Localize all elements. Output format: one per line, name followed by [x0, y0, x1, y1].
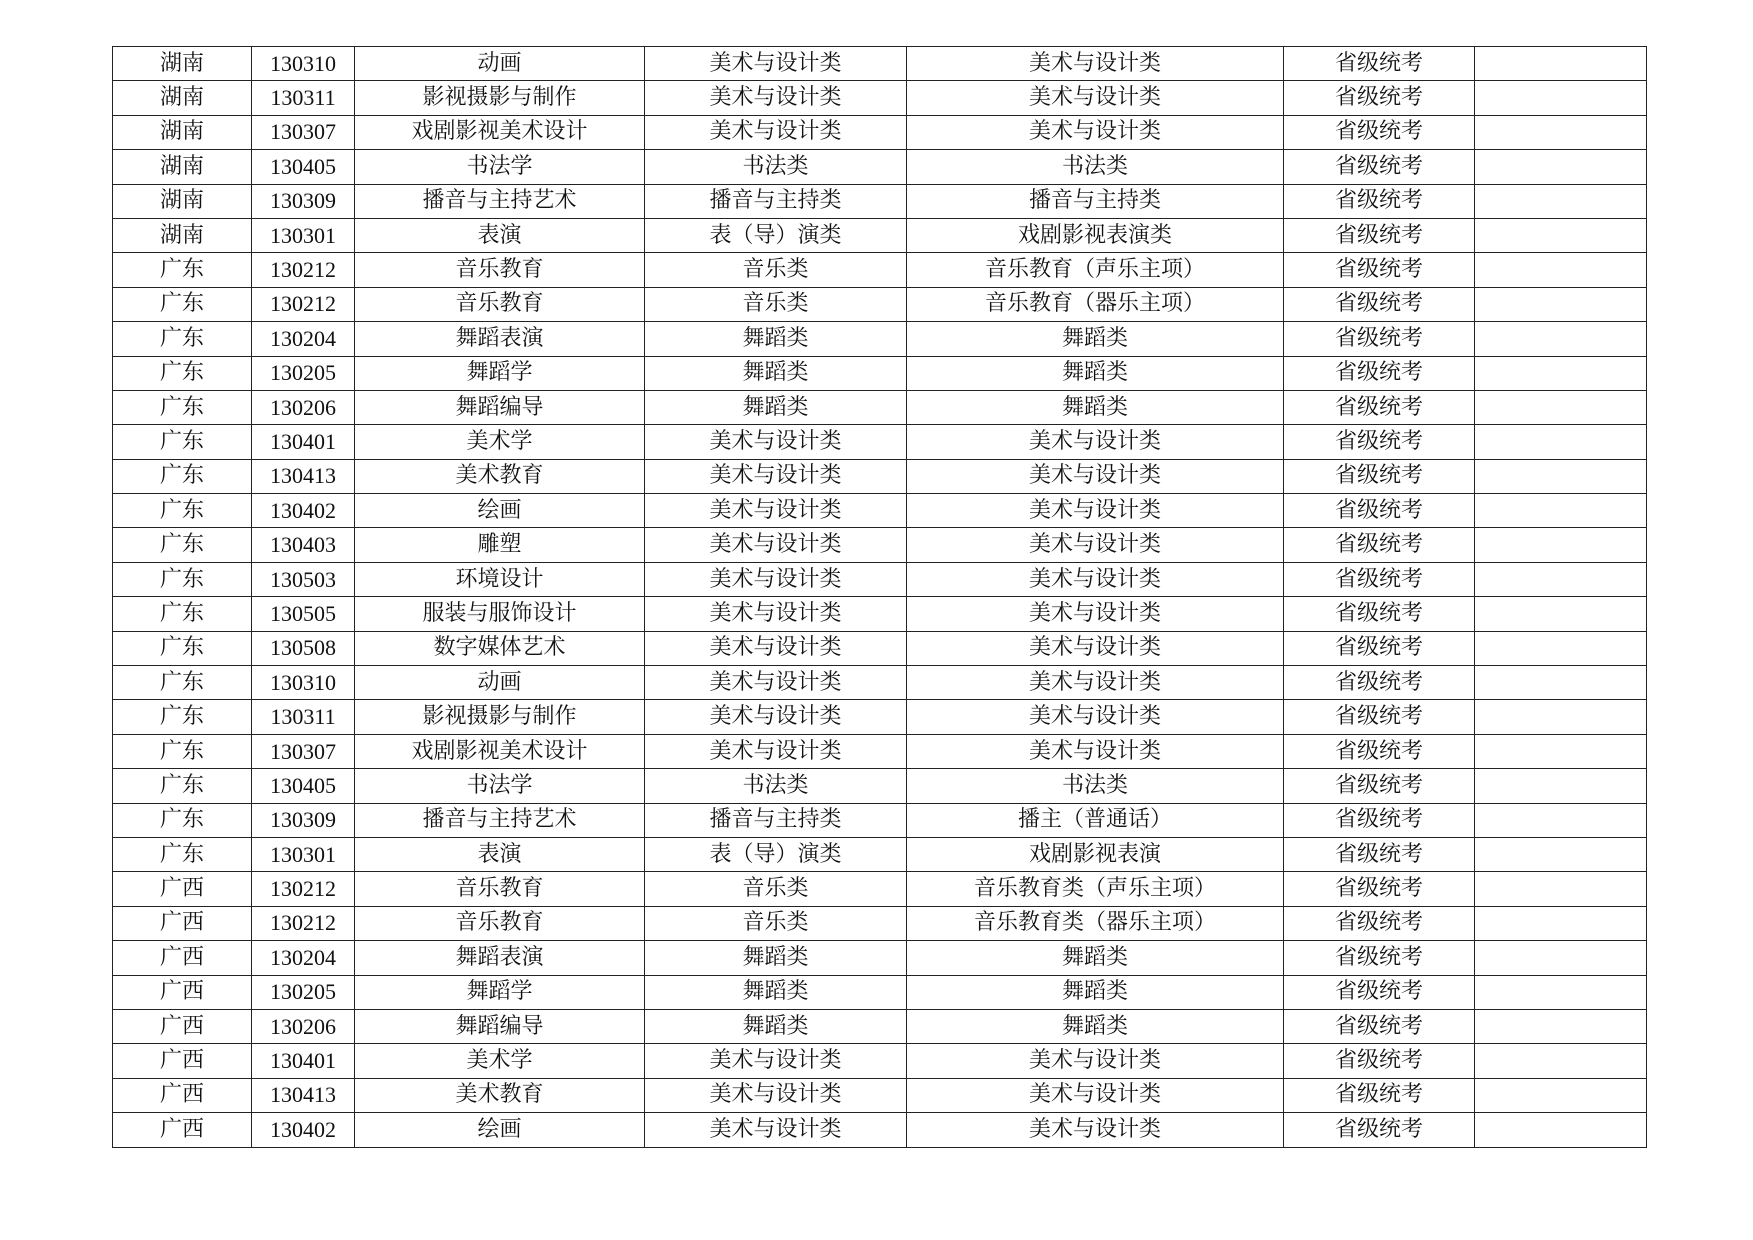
province-cell: 广东	[113, 322, 252, 356]
major-code-cell: 130206	[252, 1009, 355, 1043]
exam-subcategory-cell: 美术与设计类	[907, 115, 1284, 149]
major-code-cell: 130212	[252, 253, 355, 287]
exam-type-cell: 省级统考	[1284, 218, 1475, 252]
exam-subcategory-cell: 美术与设计类	[907, 81, 1284, 115]
remarks-cell	[1475, 459, 1647, 493]
major-code-cell: 130405	[252, 150, 355, 184]
major-name-cell: 播音与主持艺术	[355, 803, 645, 837]
remarks-cell	[1475, 1044, 1647, 1078]
exam-category-cell: 音乐类	[645, 253, 907, 287]
remarks-cell	[1475, 390, 1647, 424]
exam-subcategory-cell: 舞蹈类	[907, 941, 1284, 975]
exam-type-cell: 省级统考	[1284, 356, 1475, 390]
table-row	[113, 837, 1647, 871]
major-code-cell: 130212	[252, 872, 355, 906]
exam-subcategory-cell: 戏剧影视表演类	[907, 218, 1284, 252]
exam-subcategory-cell: 舞蹈类	[907, 1009, 1284, 1043]
remarks-cell	[1475, 906, 1647, 940]
exam-category-cell: 舞蹈类	[645, 322, 907, 356]
major-code-cell: 130401	[252, 425, 355, 459]
remarks-cell	[1475, 734, 1647, 768]
province-cell: 广西	[113, 906, 252, 940]
remarks-cell	[1475, 872, 1647, 906]
exam-subcategory-cell: 书法类	[907, 150, 1284, 184]
exam-subcategory-cell: 美术与设计类	[907, 562, 1284, 596]
table-row	[113, 1113, 1647, 1147]
major-code-cell: 130309	[252, 184, 355, 218]
table-row	[113, 218, 1647, 252]
major-name-cell: 舞蹈编导	[355, 1009, 645, 1043]
exam-subcategory-cell: 戏剧影视表演	[907, 837, 1284, 871]
exam-subcategory-cell: 美术与设计类	[907, 666, 1284, 700]
major-name-cell: 音乐教育	[355, 872, 645, 906]
province-cell: 广东	[113, 666, 252, 700]
table-row	[113, 115, 1647, 149]
exam-subcategory-cell: 美术与设计类	[907, 494, 1284, 528]
exam-category-cell: 美术与设计类	[645, 734, 907, 768]
exam-category-cell: 美术与设计类	[645, 631, 907, 665]
remarks-cell	[1475, 218, 1647, 252]
major-code-cell: 130311	[252, 700, 355, 734]
table-row	[113, 1044, 1647, 1078]
major-code-cell: 130307	[252, 115, 355, 149]
exam-subcategory-cell: 音乐教育类（器乐主项）	[907, 906, 1284, 940]
major-code-cell: 130311	[252, 81, 355, 115]
province-cell: 广西	[113, 1113, 252, 1147]
remarks-cell	[1475, 1113, 1647, 1147]
province-cell: 广西	[113, 975, 252, 1009]
remarks-cell	[1475, 494, 1647, 528]
exam-type-cell: 省级统考	[1284, 1078, 1475, 1112]
province-cell: 广东	[113, 700, 252, 734]
province-cell: 湖南	[113, 47, 252, 81]
exam-type-cell: 省级统考	[1284, 47, 1475, 81]
remarks-cell	[1475, 1078, 1647, 1112]
major-code-cell: 130503	[252, 562, 355, 596]
table-row	[113, 769, 1647, 803]
province-cell: 广东	[113, 631, 252, 665]
major-code-cell: 130204	[252, 941, 355, 975]
province-cell: 广东	[113, 356, 252, 390]
exam-category-cell: 美术与设计类	[645, 666, 907, 700]
major-name-cell: 戏剧影视美术设计	[355, 115, 645, 149]
exam-subcategory-cell: 美术与设计类	[907, 597, 1284, 631]
table-row	[113, 459, 1647, 493]
enrollment-table	[112, 46, 1647, 1148]
table-row	[113, 150, 1647, 184]
exam-subcategory-cell: 美术与设计类	[907, 700, 1284, 734]
exam-category-cell: 美术与设计类	[645, 425, 907, 459]
exam-category-cell: 美术与设计类	[645, 700, 907, 734]
exam-type-cell: 省级统考	[1284, 734, 1475, 768]
exam-subcategory-cell: 音乐教育（器乐主项）	[907, 287, 1284, 321]
province-cell: 湖南	[113, 81, 252, 115]
table-row	[113, 631, 1647, 665]
major-name-cell: 舞蹈学	[355, 975, 645, 1009]
exam-subcategory-cell: 美术与设计类	[907, 459, 1284, 493]
remarks-cell	[1475, 47, 1647, 81]
table-row	[113, 184, 1647, 218]
exam-category-cell: 播音与主持类	[645, 184, 907, 218]
exam-type-cell: 省级统考	[1284, 562, 1475, 596]
province-cell: 广东	[113, 597, 252, 631]
exam-type-cell: 省级统考	[1284, 906, 1475, 940]
exam-category-cell: 美术与设计类	[645, 494, 907, 528]
major-name-cell: 动画	[355, 47, 645, 81]
exam-type-cell: 省级统考	[1284, 597, 1475, 631]
exam-type-cell: 省级统考	[1284, 115, 1475, 149]
table-row	[113, 425, 1647, 459]
major-name-cell: 绘画	[355, 1113, 645, 1147]
major-name-cell: 美术学	[355, 425, 645, 459]
major-name-cell: 美术教育	[355, 459, 645, 493]
exam-category-cell: 书法类	[645, 769, 907, 803]
exam-type-cell: 省级统考	[1284, 81, 1475, 115]
exam-category-cell: 美术与设计类	[645, 528, 907, 562]
major-name-cell: 舞蹈表演	[355, 322, 645, 356]
province-cell: 广西	[113, 1078, 252, 1112]
exam-type-cell: 省级统考	[1284, 253, 1475, 287]
exam-type-cell: 省级统考	[1284, 425, 1475, 459]
major-code-cell: 130212	[252, 287, 355, 321]
exam-category-cell: 美术与设计类	[645, 1044, 907, 1078]
exam-subcategory-cell: 舞蹈类	[907, 322, 1284, 356]
province-cell: 广东	[113, 494, 252, 528]
table-row	[113, 562, 1647, 596]
exam-type-cell: 省级统考	[1284, 700, 1475, 734]
remarks-cell	[1475, 803, 1647, 837]
major-name-cell: 表演	[355, 218, 645, 252]
province-cell: 湖南	[113, 218, 252, 252]
exam-type-cell: 省级统考	[1284, 184, 1475, 218]
table-row	[113, 597, 1647, 631]
major-code-cell: 130309	[252, 803, 355, 837]
remarks-cell	[1475, 287, 1647, 321]
remarks-cell	[1475, 356, 1647, 390]
exam-type-cell: 省级统考	[1284, 322, 1475, 356]
exam-subcategory-cell: 舞蹈类	[907, 356, 1284, 390]
table-row	[113, 941, 1647, 975]
exam-category-cell: 音乐类	[645, 872, 907, 906]
exam-category-cell: 美术与设计类	[645, 562, 907, 596]
province-cell: 广东	[113, 769, 252, 803]
province-cell: 广东	[113, 528, 252, 562]
table-row	[113, 322, 1647, 356]
exam-type-cell: 省级统考	[1284, 975, 1475, 1009]
exam-subcategory-cell: 书法类	[907, 769, 1284, 803]
major-code-cell: 130301	[252, 218, 355, 252]
table-row	[113, 356, 1647, 390]
exam-subcategory-cell: 美术与设计类	[907, 528, 1284, 562]
major-name-cell: 绘画	[355, 494, 645, 528]
remarks-cell	[1475, 769, 1647, 803]
major-code-cell: 130508	[252, 631, 355, 665]
exam-category-cell: 舞蹈类	[645, 390, 907, 424]
exam-category-cell: 舞蹈类	[645, 975, 907, 1009]
table-row	[113, 253, 1647, 287]
exam-type-cell: 省级统考	[1284, 1009, 1475, 1043]
exam-subcategory-cell: 舞蹈类	[907, 390, 1284, 424]
province-cell: 广东	[113, 253, 252, 287]
major-name-cell: 影视摄影与制作	[355, 81, 645, 115]
major-name-cell: 舞蹈编导	[355, 390, 645, 424]
exam-type-cell: 省级统考	[1284, 631, 1475, 665]
table-row	[113, 734, 1647, 768]
province-cell: 广西	[113, 1009, 252, 1043]
remarks-cell	[1475, 322, 1647, 356]
major-name-cell: 美术教育	[355, 1078, 645, 1112]
exam-subcategory-cell: 美术与设计类	[907, 1113, 1284, 1147]
major-name-cell: 环境设计	[355, 562, 645, 596]
major-code-cell: 130206	[252, 390, 355, 424]
province-cell: 广东	[113, 390, 252, 424]
exam-subcategory-cell: 美术与设计类	[907, 47, 1284, 81]
major-name-cell: 服装与服饰设计	[355, 597, 645, 631]
remarks-cell	[1475, 562, 1647, 596]
remarks-cell	[1475, 837, 1647, 871]
exam-category-cell: 舞蹈类	[645, 1009, 907, 1043]
exam-subcategory-cell: 舞蹈类	[907, 975, 1284, 1009]
province-cell: 广东	[113, 837, 252, 871]
major-code-cell: 130405	[252, 769, 355, 803]
major-name-cell: 数字媒体艺术	[355, 631, 645, 665]
table-row	[113, 1078, 1647, 1112]
major-code-cell: 130204	[252, 322, 355, 356]
exam-category-cell: 美术与设计类	[645, 47, 907, 81]
remarks-cell	[1475, 1009, 1647, 1043]
exam-category-cell: 美术与设计类	[645, 81, 907, 115]
remarks-cell	[1475, 941, 1647, 975]
exam-category-cell: 舞蹈类	[645, 356, 907, 390]
province-cell: 广西	[113, 872, 252, 906]
major-name-cell: 播音与主持艺术	[355, 184, 645, 218]
major-name-cell: 雕塑	[355, 528, 645, 562]
major-name-cell: 动画	[355, 666, 645, 700]
exam-category-cell: 音乐类	[645, 906, 907, 940]
table-row	[113, 803, 1647, 837]
province-cell: 广西	[113, 941, 252, 975]
exam-subcategory-cell: 美术与设计类	[907, 1044, 1284, 1078]
major-code-cell: 130401	[252, 1044, 355, 1078]
province-cell: 广东	[113, 287, 252, 321]
table-row	[113, 666, 1647, 700]
remarks-cell	[1475, 115, 1647, 149]
exam-subcategory-cell: 美术与设计类	[907, 425, 1284, 459]
exam-type-cell: 省级统考	[1284, 459, 1475, 493]
exam-category-cell: 美术与设计类	[645, 115, 907, 149]
table-row	[113, 390, 1647, 424]
table-row	[113, 528, 1647, 562]
province-cell: 湖南	[113, 150, 252, 184]
major-name-cell: 美术学	[355, 1044, 645, 1078]
remarks-cell	[1475, 975, 1647, 1009]
table-row	[113, 975, 1647, 1009]
table-row	[113, 1009, 1647, 1043]
table-row	[113, 494, 1647, 528]
major-code-cell: 130205	[252, 975, 355, 1009]
exam-type-cell: 省级统考	[1284, 872, 1475, 906]
province-cell: 广东	[113, 562, 252, 596]
exam-category-cell: 舞蹈类	[645, 941, 907, 975]
exam-type-cell: 省级统考	[1284, 837, 1475, 871]
exam-category-cell: 播音与主持类	[645, 803, 907, 837]
table-row	[113, 872, 1647, 906]
major-name-cell: 戏剧影视美术设计	[355, 734, 645, 768]
remarks-cell	[1475, 528, 1647, 562]
province-cell: 广东	[113, 734, 252, 768]
exam-type-cell: 省级统考	[1284, 941, 1475, 975]
exam-type-cell: 省级统考	[1284, 287, 1475, 321]
table-row	[113, 906, 1647, 940]
exam-subcategory-cell: 美术与设计类	[907, 734, 1284, 768]
exam-type-cell: 省级统考	[1284, 150, 1475, 184]
major-name-cell: 影视摄影与制作	[355, 700, 645, 734]
major-name-cell: 书法学	[355, 150, 645, 184]
exam-subcategory-cell: 美术与设计类	[907, 1078, 1284, 1112]
exam-category-cell: 美术与设计类	[645, 459, 907, 493]
table-row	[113, 47, 1647, 81]
remarks-cell	[1475, 666, 1647, 700]
province-cell: 湖南	[113, 115, 252, 149]
remarks-cell	[1475, 253, 1647, 287]
remarks-cell	[1475, 184, 1647, 218]
remarks-cell	[1475, 631, 1647, 665]
remarks-cell	[1475, 81, 1647, 115]
province-cell: 广东	[113, 425, 252, 459]
exam-type-cell: 省级统考	[1284, 1113, 1475, 1147]
exam-type-cell: 省级统考	[1284, 666, 1475, 700]
major-code-cell: 130310	[252, 47, 355, 81]
exam-type-cell: 省级统考	[1284, 803, 1475, 837]
major-name-cell: 表演	[355, 837, 645, 871]
exam-subcategory-cell: 播主（普通话）	[907, 803, 1284, 837]
exam-subcategory-cell: 播音与主持类	[907, 184, 1284, 218]
remarks-cell	[1475, 150, 1647, 184]
province-cell: 湖南	[113, 184, 252, 218]
major-name-cell: 音乐教育	[355, 253, 645, 287]
major-code-cell: 130505	[252, 597, 355, 631]
remarks-cell	[1475, 700, 1647, 734]
province-cell: 广西	[113, 1044, 252, 1078]
exam-subcategory-cell: 美术与设计类	[907, 631, 1284, 665]
major-name-cell: 音乐教育	[355, 287, 645, 321]
major-name-cell: 舞蹈表演	[355, 941, 645, 975]
exam-category-cell: 美术与设计类	[645, 1113, 907, 1147]
major-code-cell: 130403	[252, 528, 355, 562]
exam-category-cell: 表（导）演类	[645, 218, 907, 252]
exam-category-cell: 表（导）演类	[645, 837, 907, 871]
major-code-cell: 130307	[252, 734, 355, 768]
major-name-cell: 书法学	[355, 769, 645, 803]
major-code-cell: 130402	[252, 494, 355, 528]
exam-category-cell: 美术与设计类	[645, 1078, 907, 1112]
major-name-cell: 舞蹈学	[355, 356, 645, 390]
major-code-cell: 130301	[252, 837, 355, 871]
major-code-cell: 130402	[252, 1113, 355, 1147]
table-row	[113, 700, 1647, 734]
exam-subcategory-cell: 音乐教育（声乐主项）	[907, 253, 1284, 287]
table-body	[113, 47, 1647, 1148]
exam-type-cell: 省级统考	[1284, 528, 1475, 562]
province-cell: 广东	[113, 459, 252, 493]
exam-type-cell: 省级统考	[1284, 1044, 1475, 1078]
major-code-cell: 130310	[252, 666, 355, 700]
exam-subcategory-cell: 音乐教育类（声乐主项）	[907, 872, 1284, 906]
exam-type-cell: 省级统考	[1284, 494, 1475, 528]
major-code-cell: 130205	[252, 356, 355, 390]
exam-category-cell: 书法类	[645, 150, 907, 184]
table-row	[113, 81, 1647, 115]
major-name-cell: 音乐教育	[355, 906, 645, 940]
major-code-cell: 130212	[252, 906, 355, 940]
province-cell: 广东	[113, 803, 252, 837]
major-code-cell: 130413	[252, 1078, 355, 1112]
exam-category-cell: 音乐类	[645, 287, 907, 321]
exam-type-cell: 省级统考	[1284, 390, 1475, 424]
exam-type-cell: 省级统考	[1284, 769, 1475, 803]
remarks-cell	[1475, 597, 1647, 631]
exam-category-cell: 美术与设计类	[645, 597, 907, 631]
major-code-cell: 130413	[252, 459, 355, 493]
remarks-cell	[1475, 425, 1647, 459]
table-row	[113, 287, 1647, 321]
